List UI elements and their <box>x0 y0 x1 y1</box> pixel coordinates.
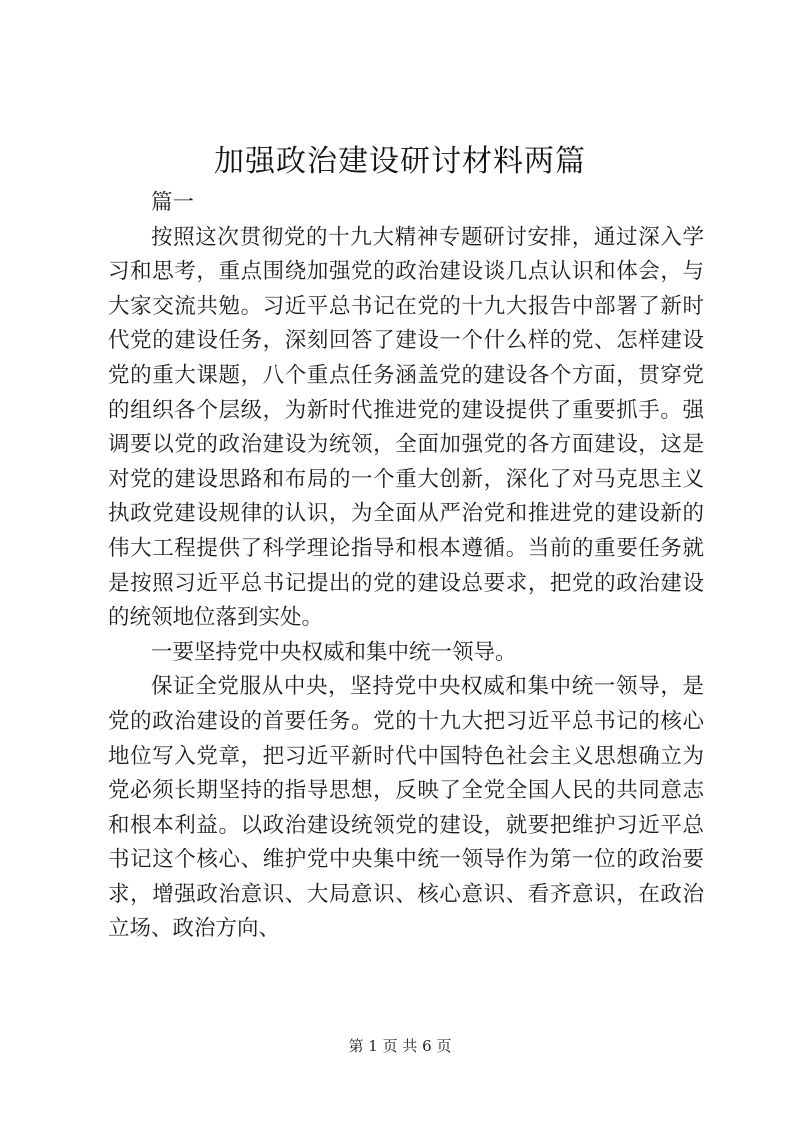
subsection-heading: 一要坚持党中央权威和集中统一领导。 <box>151 639 517 665</box>
page-number-footer: 第 1 页 共 6 页 <box>348 1037 452 1055</box>
body-paragraph: 按照这次贯彻党的十九大精神专题研讨安排，通过深入学习和思考，重点围绕加强党的政治建设谈几点认识和体会，与大家交流共勉。习近平总书记在党的十九大报告中部署了新时代党的建设任务，深刻回答了建设一个什么样的党、怎样建设党的重大课题，八个重点任务涵盖党的建设各个方面，贯穿党的组织各个层级，为新时代推进党的建设提供了重要抓手。强调要以党的政治建设为统领，全面加强党的各方面建设，这是对党的建设思路和布局的一个重大创新，深化了对马克思主义执政党建设规律的认识，为全面从严治党和推进党的建设新的伟大工程提供了科学理论指导和根本遵循。当前的重要任务就是按照习近平总书记提出的党的建设总要求，把党的政治建设的统领地位落到实处。 <box>108 224 704 631</box>
body-paragraph: 保证全党服从中央，坚持党中央权威和集中统一领导，是党的政治建设的首要任务。党的十九大把习近平总书记的核心地位写入党章，把习近平新时代中国特色社会主义思想确立为党必须长期坚持的指导思想，反映了全党全国人民的共同意志和根本利益。以政治建设统领党的建设，就要把维护习近平总书记这个核心、维护党中央集中统一领导作为第一位的政治要求，增强政治意识、大局意识、核心意识、看齐意识，在政治立场、政治方向、 <box>108 674 704 942</box>
document-body <box>108 186 704 947</box>
section-heading: 篇一 <box>151 190 195 215</box>
document-title: 加强政治建设研讨材料两篇 <box>214 144 586 179</box>
